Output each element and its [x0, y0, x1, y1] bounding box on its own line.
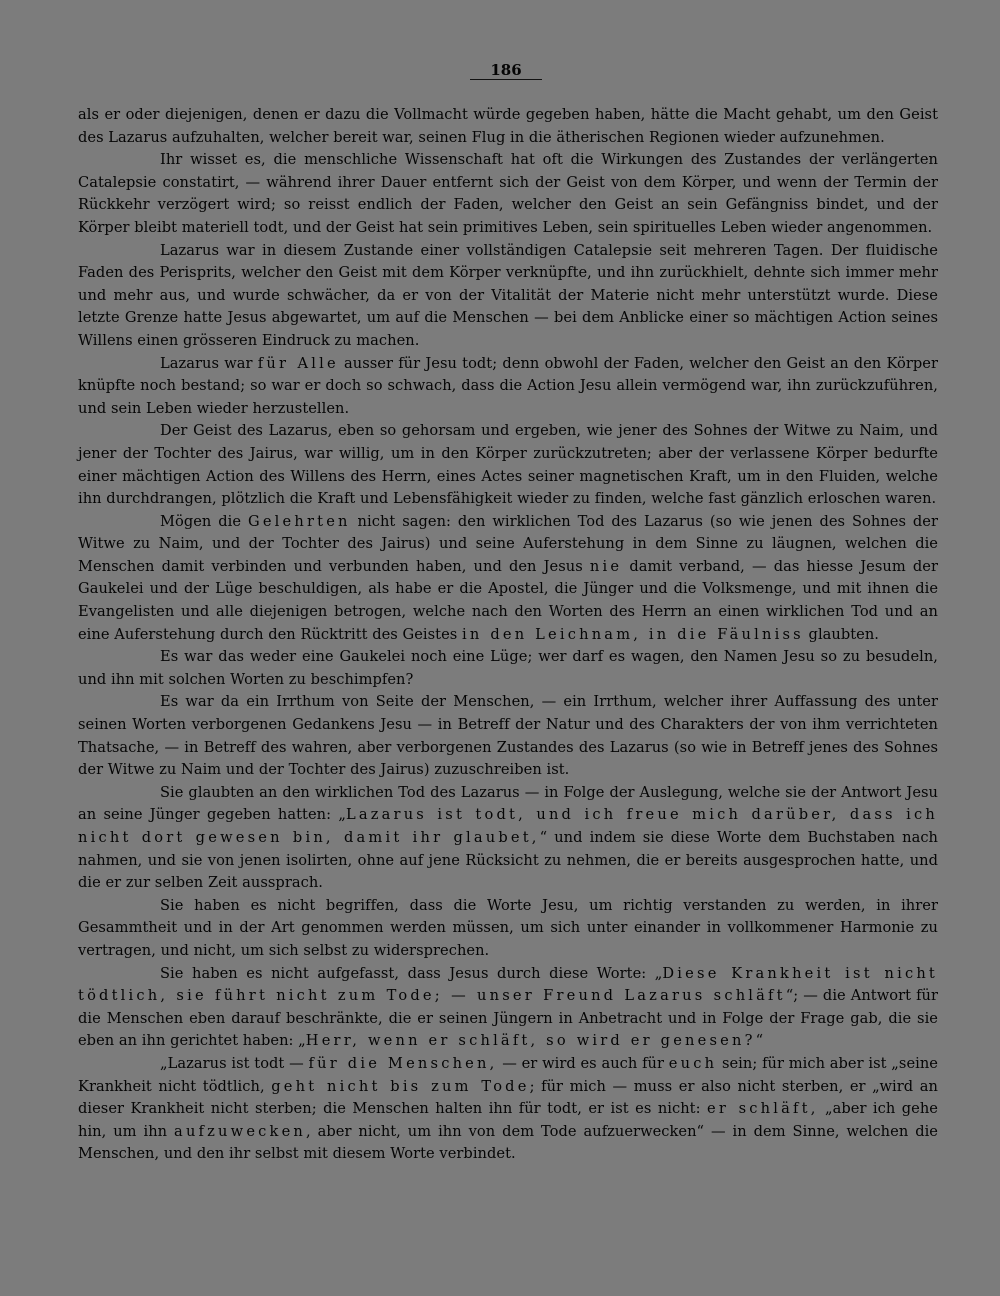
- paragraph-text: — er wird es auch für: [497, 1054, 669, 1072]
- paragraph: [78, 149, 938, 239]
- paragraph-text: “; — die Antwort für die Menschen eben darauf beschränkte, die er seinen Jüngern in Anbetracht und in Folge der Frage gab, die sie eben an ihn gerichtet haben: „: [78, 987, 938, 1050]
- spaced-emphasis-text: nie: [589, 557, 623, 575]
- paragraph: [78, 420, 938, 510]
- paragraph-text: , aber nicht, um ihn von dem Tode aufzuerwecken“ — in dem Sinne, welchen die Menschen, und den ihr selbst mit diesem Worte verbindet.: [78, 1122, 938, 1163]
- spaced-emphasis-text: in den Leichnam, in die Fäulniss: [462, 625, 804, 643]
- paragraph: [78, 240, 938, 353]
- paragraph: [78, 782, 938, 895]
- paragraph: [78, 963, 938, 1053]
- paragraph-text: “: [755, 1032, 764, 1050]
- paragraph: [78, 1053, 938, 1166]
- spaced-emphasis-text: für Alle: [257, 354, 339, 372]
- paragraph-text: Lazarus war: [160, 354, 258, 372]
- paragraph: [78, 104, 938, 149]
- spaced-emphasis-text: Lazarus ist todt, und ich freue mich darüber, dass ich nicht dort gewesen bin, damit ihr glaubet,: [78, 806, 939, 846]
- paragraph: [78, 691, 938, 781]
- paragraph-text: als er oder diejenigen, denen er dazu die Vollmacht würde gegeben haben, hätte die Macht gehabt, um den Geist des Lazarus aufzuhalten, welcher bereit war, seinen Flug in die ätherischen Regionen wieder aufzunehmen.: [78, 106, 938, 146]
- spaced-emphasis-text: für die Menschen,: [308, 1054, 498, 1072]
- spaced-emphasis-text: Gelehrten: [247, 512, 351, 530]
- paragraph: [78, 895, 938, 963]
- paragraph-text: Es war das weder eine Gaukelei noch eine Lüge; wer darf es wagen, den Namen Jesu so zu besudeln, und ihn mit solchen Worten zu beschimpfen?: [78, 648, 938, 688]
- paragraph-text: Sie haben es nicht aufgefasst, dass Jesus durch diese Worte: „: [160, 964, 663, 982]
- body-text: [78, 104, 938, 1166]
- paragraph-text: ; für mich — muss er also nicht sterben, er „wird an dieser Krankheit nicht sterben; die Menschen halten ihn für todt, er ist es nicht:: [78, 1077, 938, 1118]
- paragraph-text: Sie glaubten an den wirklichen Tod des Lazarus — in Folge der Auslegung, welche sie der Antwort Jesu an seine Jünger gegeben hatten: „: [78, 783, 938, 824]
- paragraph-text: Lazarus war in diesem Zustande einer vollständigen Catalepsie seit mehreren Tagen. Der fluidische Faden des Perisprits, welcher den Geist mit dem Körper verknüpfte, und ihn zurückhielt, dehnte sich immer mehr und mehr aus, und wurde schwächer, da er von der Vitalität der Materie nicht mehr unterstützt wurde. Diese letzte Grenze hatte Jesus abgewartet, um auf die Menschen — bei dem Anblicke einer so mächtigen Action seines Willens einen grösseren Eindruck zu machen.: [78, 241, 938, 349]
- paragraph-text: Der Geist des Lazarus, eben so gehorsam und ergeben, wie jener des Sohnes der Witwe zu Naim, und jener der Tochter des Jairus, war willig, um in den Körper zurückzutreten; aber der verlassene Körper bedurfte einer mächtigen Action des Willens des Herrn, eines Actes seiner magnetischen Kraft, um in den Fluiden, welche ihn durchdrangen, plötzlich die Kraft und Lebensfähigkeit wieder zu finden, welche fast gänzlich erloschen waren.: [78, 422, 938, 508]
- paragraph-text: ausser für Jesu todt; denn obwohl der Faden, welcher den Geist an den Körper knüpfte noch bestand; so war er doch so schwach, dass die Action Jesu allein vermögend war, ihn zurückzuführen, und sein Leben wieder herzustellen.: [78, 354, 938, 417]
- paragraph-text: Mögen die: [160, 512, 248, 530]
- spaced-emphasis-text: Diese Krankheit ist nicht tödtlich, sie führt nicht zum Tode; — unser Freund Lazarus schläft: [78, 964, 938, 1005]
- paragraph-text: Es war da ein Irrthum von Seite der Menschen, — ein Irrthum, welcher ihrer Auffassung des unter seinen Worten verborgenen Gedankens Jesu — in Betreff der Natur und des Charakters der von ihm verrichteten Thatsache, — in Betreff des wahren, aber verborgenen Zustandes des Lazarus (so wie in Betreff jenes des Sohnes der Witwe zu Naim und der Tochter des Jairus) zuzuschreiben ist.: [78, 693, 938, 779]
- paragraph: [78, 511, 938, 647]
- paragraph-text: „Lazarus ist todt —: [160, 1054, 309, 1072]
- paragraph-text: nicht sagen: den wirklichen Tod des Lazarus (so wie jenen des Sohnes der Witwe zu Naim, und der Tochter des Jairus) und seine Auferstehung in dem Sinne zu läugnen, welchen die Menschen damit verbinden und verbunden haben, und den Jesus: [78, 512, 939, 575]
- spaced-emphasis-text: geht nicht bis zum Tode: [271, 1077, 530, 1095]
- paragraph-text: Ihr wisset es, die menschliche Wissenschaft hat oft die Wirkungen des Zustandes der verlängerten Catalepsie constatirt, — während ihrer Dauer entfernt sich der Geist von dem Körper, und wenn der Termin der Rückkehr verzögert wird; so reisst endlich der Faden, welcher den Geist an sein Gefängniss bindet, und der Körper bleibt materiell todt, und der Geist hat sein primitives Leben, sein spirituelles Leben wieder angenommen.: [78, 151, 938, 236]
- paragraph: [78, 646, 938, 691]
- spaced-emphasis-text: euch: [668, 1054, 718, 1072]
- paragraph-text: sein; für mich aber ist „seine Krankheit nicht tödtlich,: [78, 1054, 938, 1095]
- paragraph-text: damit verband, — das hiesse Jesum der Gaukelei und der Lüge beschuldigen, als habe er die Apostel, die Jünger und die Volksmenge, und mit ihnen die Evangelisten und alle diejenigen betrogen, welche nach den Worten des Herrn an einen wirklichen Tod und an eine Auferstehung durch den Rücktritt des Geistes: [78, 557, 938, 643]
- spaced-emphasis-text: Herr, wenn er schläft, so wird er genesen?: [305, 1032, 756, 1050]
- page-number: 186: [470, 58, 542, 82]
- paragraph-text: “ und indem sie diese Worte dem Buchstaben nach nahmen, und sie von jenen isolirten, ohne auf jene Rücksicht zu nehmen, die er bereits ausgesprochen hatte, und die er zur selben Zeit aussprach.: [78, 829, 939, 892]
- spaced-emphasis-text: aufzuwecken: [174, 1122, 307, 1140]
- spaced-emphasis-text: er schläft,: [707, 1100, 819, 1118]
- paragraph-text: „aber ich gehe hin, um ihn: [78, 1100, 938, 1140]
- paragraph-text: Sie haben es nicht begriffen, dass die Worte Jesu, um richtig verstanden zu werden, in ihrer Gesammtheit und in der Art genommen werden müssen, um sich unter einander in vollkommener Harmonie zu vertragen, und nicht, um sich selbst zu widersprechen.: [78, 896, 938, 959]
- paragraph-text: glaubten.: [803, 625, 879, 643]
- paragraph: [78, 353, 938, 421]
